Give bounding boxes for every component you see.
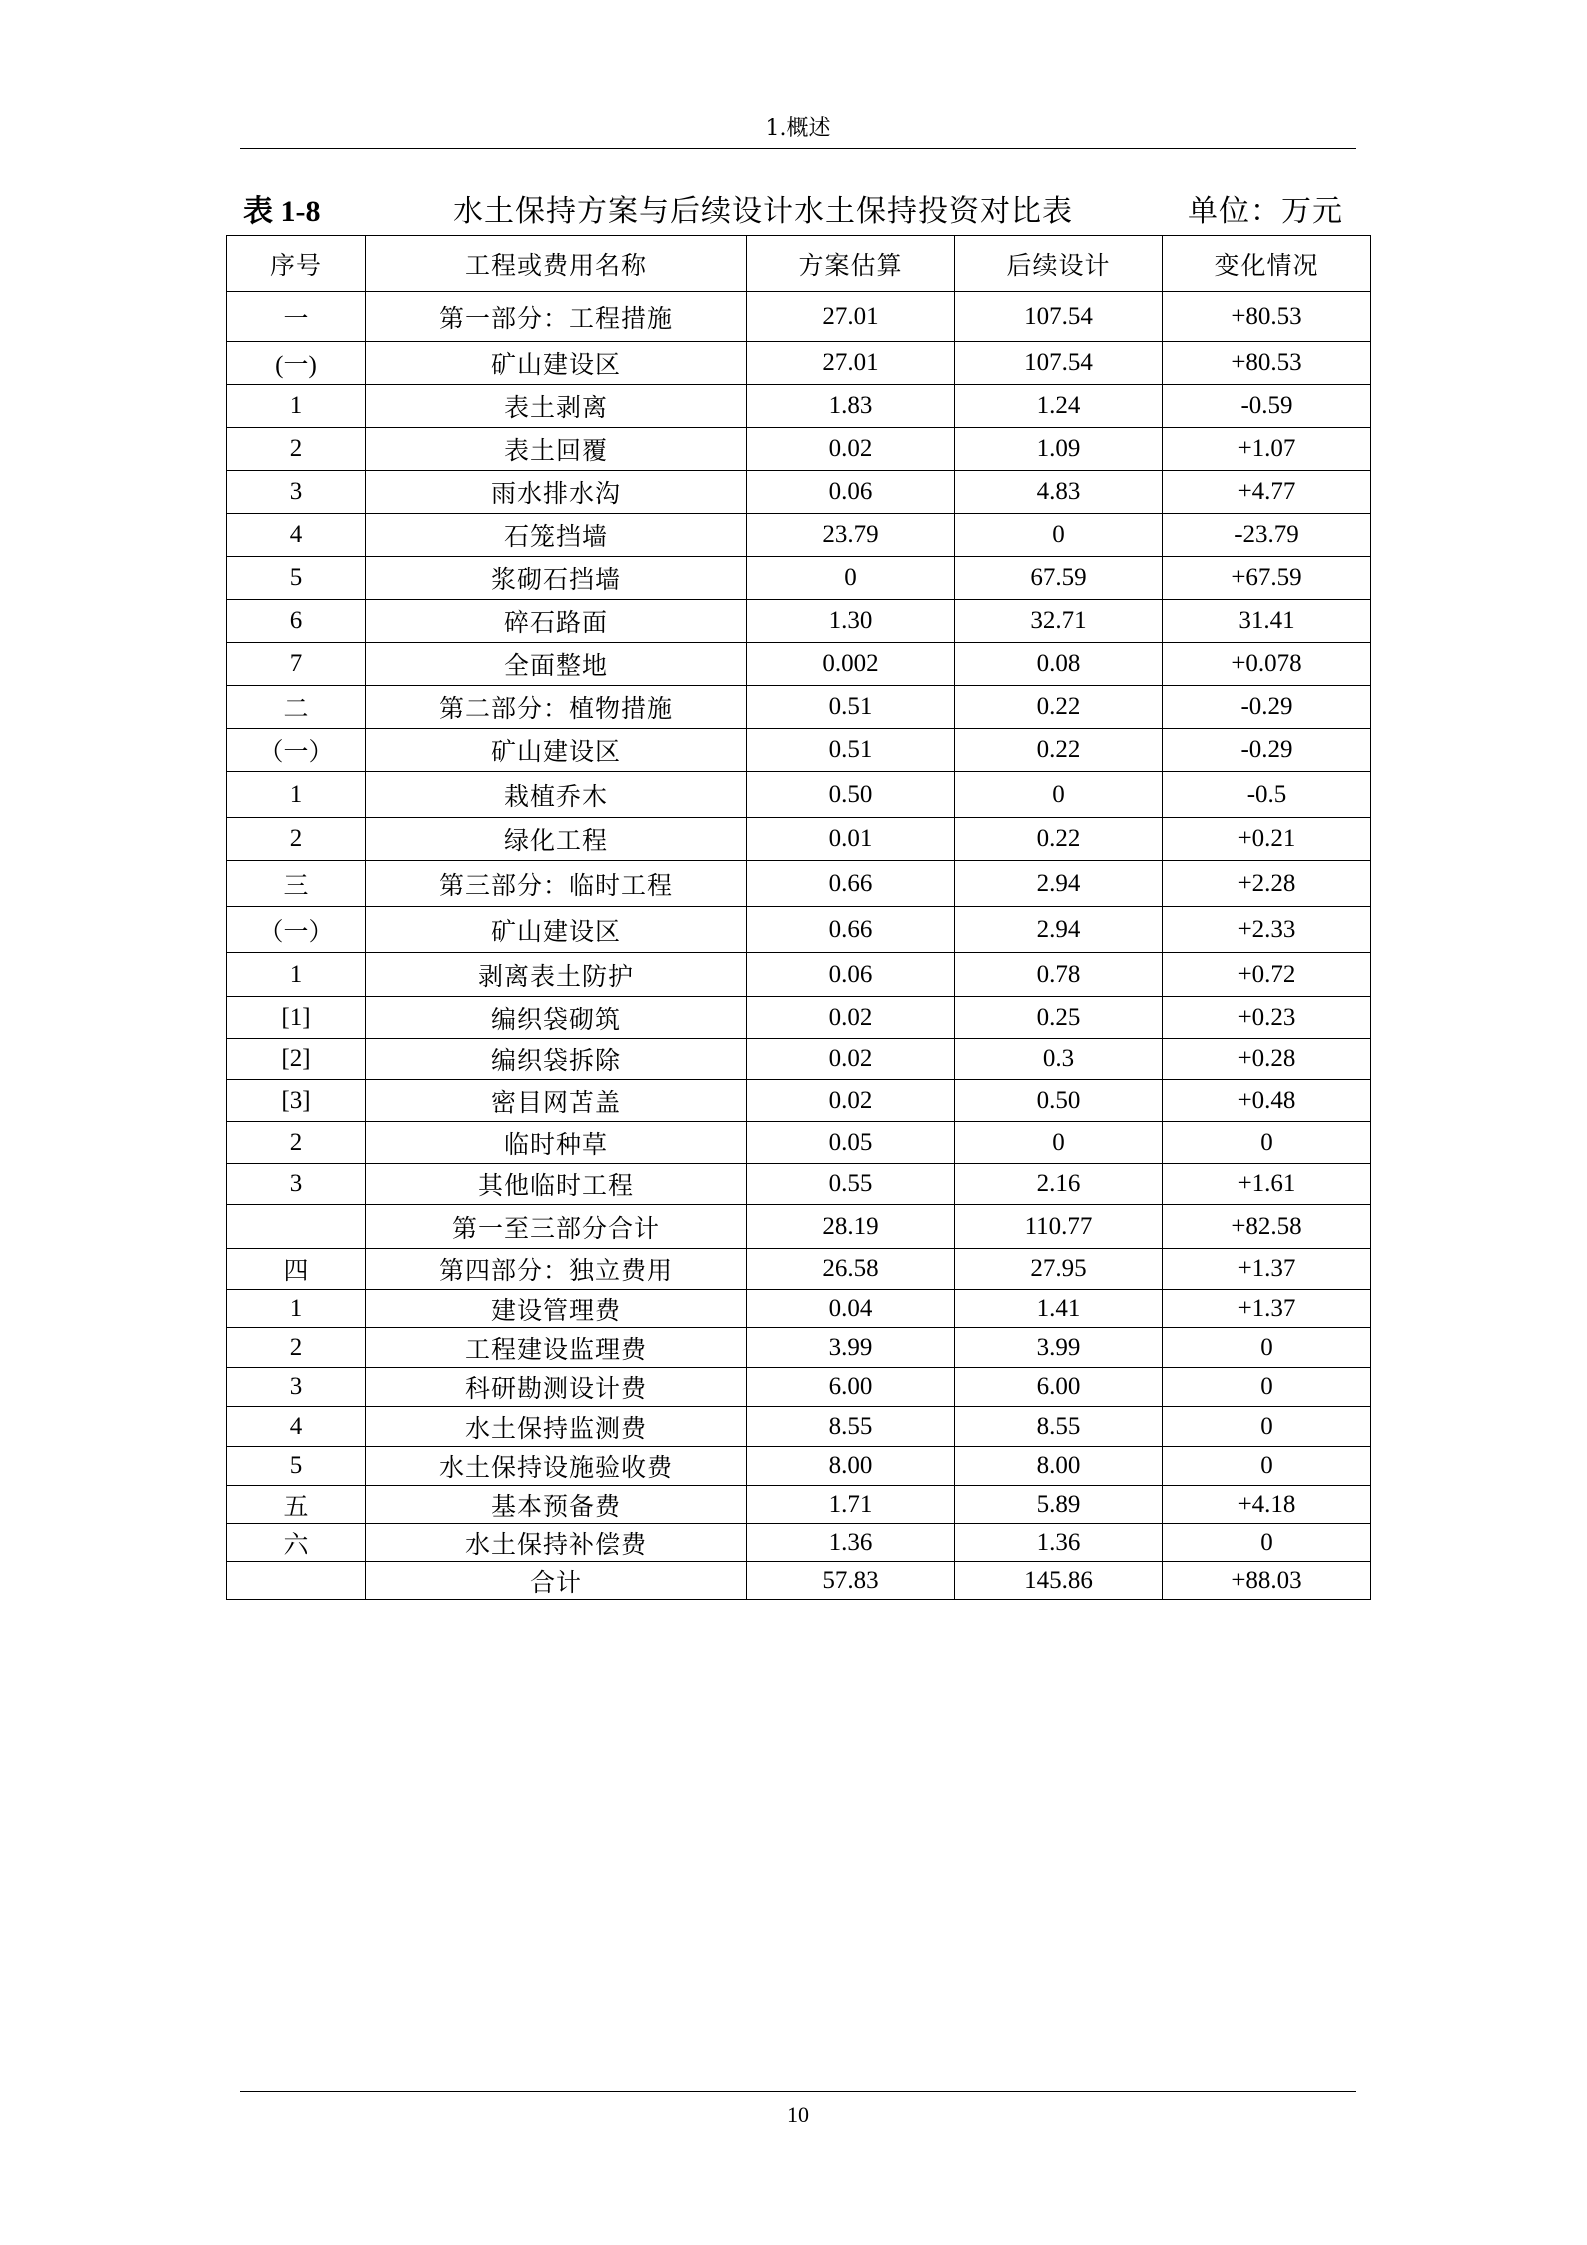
- cell-followup-design: 0.22: [955, 818, 1163, 861]
- table-row: [227, 1447, 1371, 1486]
- cell-name: 水土保持补偿费: [366, 1524, 747, 1562]
- table-row: [227, 1164, 1371, 1205]
- cell-plan-estimate: 8.55: [747, 1407, 955, 1447]
- col-header-followup-design: 后续设计: [955, 236, 1163, 292]
- cell-plan-estimate: 0.002: [747, 643, 955, 686]
- cell-followup-design: 0: [955, 1122, 1163, 1164]
- cell-plan-estimate: 1.30: [747, 600, 955, 643]
- cell-change: +2.28: [1163, 861, 1371, 907]
- cell-seq: 4: [227, 1407, 366, 1447]
- cell-change: +2.33: [1163, 907, 1371, 953]
- footer-rule: [240, 2091, 1356, 2092]
- table-title: 水土保持方案与后续设计水土保持投资对比表: [453, 194, 1073, 229]
- cell-change: +88.03: [1163, 1562, 1371, 1600]
- cell-seq: 1: [227, 1290, 366, 1328]
- cell-seq: 1: [227, 953, 366, 997]
- cell-change: +1.61: [1163, 1164, 1371, 1205]
- cell-plan-estimate: 0.66: [747, 861, 955, 907]
- cell-change: 31.41: [1163, 600, 1371, 643]
- cell-name: 第二部分：植物措施: [366, 686, 747, 729]
- cell-seq: 7: [227, 643, 366, 686]
- cell-followup-design: 8.00: [955, 1447, 1163, 1486]
- cell-seq: 5: [227, 1447, 366, 1486]
- cell-seq: （一）: [227, 729, 366, 772]
- cell-change: +1.07: [1163, 428, 1371, 471]
- cell-followup-design: 107.54: [955, 342, 1163, 385]
- cell-followup-design: 2.94: [955, 907, 1163, 953]
- table-row: [227, 1562, 1371, 1600]
- cell-followup-design: 0.50: [955, 1080, 1163, 1122]
- cell-followup-design: 32.71: [955, 600, 1163, 643]
- cell-name: 石笼挡墙: [366, 514, 747, 557]
- cell-seq: 4: [227, 514, 366, 557]
- cell-followup-design: 107.54: [955, 292, 1163, 342]
- cell-followup-design: 0.08: [955, 643, 1163, 686]
- cell-followup-design: 2.16: [955, 1164, 1163, 1205]
- cell-name: 剥离表土防护: [366, 953, 747, 997]
- table-row: [227, 1290, 1371, 1328]
- cell-plan-estimate: 0.01: [747, 818, 955, 861]
- cell-plan-estimate: 23.79: [747, 514, 955, 557]
- cell-name: 雨水排水沟: [366, 471, 747, 514]
- cell-followup-design: 27.95: [955, 1249, 1163, 1290]
- cell-change: -0.29: [1163, 686, 1371, 729]
- cell-followup-design: 1.41: [955, 1290, 1163, 1328]
- cell-change: +80.53: [1163, 342, 1371, 385]
- cell-name: 第三部分：临时工程: [366, 861, 747, 907]
- table-row: [227, 514, 1371, 557]
- cell-name: 编织袋拆除: [366, 1039, 747, 1080]
- cell-change: -23.79: [1163, 514, 1371, 557]
- cell-change: +1.37: [1163, 1249, 1371, 1290]
- cell-name: 栽植乔木: [366, 772, 747, 818]
- table-row: [227, 907, 1371, 953]
- table-row: [227, 953, 1371, 997]
- cell-change: 0: [1163, 1524, 1371, 1562]
- table-row: [227, 600, 1371, 643]
- table-row: [227, 385, 1371, 428]
- cell-plan-estimate: 0.06: [747, 471, 955, 514]
- cell-change: +0.72: [1163, 953, 1371, 997]
- cell-plan-estimate: 0.02: [747, 1039, 955, 1080]
- cell-name: 编织袋砌筑: [366, 997, 747, 1039]
- table-row: [227, 1486, 1371, 1524]
- cell-name: 第四部分：独立费用: [366, 1249, 747, 1290]
- cell-change: +0.48: [1163, 1080, 1371, 1122]
- cell-name: 绿化工程: [366, 818, 747, 861]
- cell-change: +4.18: [1163, 1486, 1371, 1524]
- header-rule: [240, 148, 1356, 149]
- cell-plan-estimate: 1.83: [747, 385, 955, 428]
- page-number: 10: [787, 2102, 809, 2127]
- cell-followup-design: 67.59: [955, 557, 1163, 600]
- cell-plan-estimate: 1.71: [747, 1486, 955, 1524]
- cell-name: 碎石路面: [366, 600, 747, 643]
- cell-name: 矿山建设区: [366, 729, 747, 772]
- table-row: [227, 1039, 1371, 1080]
- cell-change: -0.29: [1163, 729, 1371, 772]
- table-body: [227, 292, 1371, 1600]
- cell-plan-estimate: 3.99: [747, 1328, 955, 1368]
- cell-seq: 六: [227, 1524, 366, 1562]
- cell-followup-design: 0: [955, 772, 1163, 818]
- table-row: [227, 686, 1371, 729]
- cell-followup-design: 0.78: [955, 953, 1163, 997]
- cell-change: +1.37: [1163, 1290, 1371, 1328]
- table-row: [227, 1407, 1371, 1447]
- cell-change: 0: [1163, 1122, 1371, 1164]
- cell-name: 水土保持监测费: [366, 1407, 747, 1447]
- cell-followup-design: 2.94: [955, 861, 1163, 907]
- table-row: [227, 292, 1371, 342]
- cell-plan-estimate: 28.19: [747, 1205, 955, 1249]
- cell-plan-estimate: 27.01: [747, 292, 955, 342]
- cell-followup-design: 0.25: [955, 997, 1163, 1039]
- cell-plan-estimate: 6.00: [747, 1368, 955, 1407]
- cell-seq: 三: [227, 861, 366, 907]
- table-row: [227, 643, 1371, 686]
- cell-followup-design: 0.22: [955, 686, 1163, 729]
- cell-seq: 3: [227, 471, 366, 514]
- cell-seq: 3: [227, 1368, 366, 1407]
- cell-name: 建设管理费: [366, 1290, 747, 1328]
- col-header-change: 变化情况: [1163, 236, 1371, 292]
- cell-seq: 五: [227, 1486, 366, 1524]
- cell-seq: [227, 1205, 366, 1249]
- cell-followup-design: 6.00: [955, 1368, 1163, 1407]
- table-unit: 单位：万元: [1188, 194, 1343, 229]
- running-header: 1.概述: [765, 116, 831, 141]
- cell-name: 工程建设监理费: [366, 1328, 747, 1368]
- table-row: [227, 1080, 1371, 1122]
- cell-name: 临时种草: [366, 1122, 747, 1164]
- cell-name: 表土剥离: [366, 385, 747, 428]
- cell-seq: [227, 1562, 366, 1600]
- cell-seq: 2: [227, 1122, 366, 1164]
- table-row: [227, 1122, 1371, 1164]
- cell-plan-estimate: 0.02: [747, 1080, 955, 1122]
- cell-name: 科研勘测设计费: [366, 1368, 747, 1407]
- cell-followup-design: 0: [955, 514, 1163, 557]
- cell-name: 浆砌石挡墙: [366, 557, 747, 600]
- cell-seq: 2: [227, 818, 366, 861]
- cell-change: 0: [1163, 1368, 1371, 1407]
- cell-name: 表土回覆: [366, 428, 747, 471]
- cell-followup-design: 110.77: [955, 1205, 1163, 1249]
- cell-plan-estimate: 0.50: [747, 772, 955, 818]
- table-row: [227, 1328, 1371, 1368]
- table-row: [227, 342, 1371, 385]
- cell-plan-estimate: 0.66: [747, 907, 955, 953]
- table-row: [227, 861, 1371, 907]
- cell-followup-design: 1.36: [955, 1524, 1163, 1562]
- cell-seq: 2: [227, 1328, 366, 1368]
- cell-seq: （一）: [227, 907, 366, 953]
- table-row: [227, 471, 1371, 514]
- table-row: [227, 428, 1371, 471]
- cell-plan-estimate: 0.02: [747, 428, 955, 471]
- cell-change: +0.23: [1163, 997, 1371, 1039]
- cell-seq: 6: [227, 600, 366, 643]
- table-row: [227, 1205, 1371, 1249]
- table-row: [227, 997, 1371, 1039]
- cell-plan-estimate: 0.02: [747, 997, 955, 1039]
- cell-name: 合计: [366, 1562, 747, 1600]
- cell-name: 全面整地: [366, 643, 747, 686]
- cell-change: 0: [1163, 1328, 1371, 1368]
- cell-change: +67.59: [1163, 557, 1371, 600]
- table-row: [227, 818, 1371, 861]
- cell-seq: 四: [227, 1249, 366, 1290]
- col-header-plan-estimate: 方案估算: [747, 236, 955, 292]
- table-row: [227, 557, 1371, 600]
- cell-plan-estimate: 0.51: [747, 729, 955, 772]
- table-row: [227, 1524, 1371, 1562]
- cell-change: +0.28: [1163, 1039, 1371, 1080]
- cell-name: 矿山建设区: [366, 342, 747, 385]
- cell-plan-estimate: 0.51: [747, 686, 955, 729]
- cell-plan-estimate: 8.00: [747, 1447, 955, 1486]
- cell-change: 0: [1163, 1447, 1371, 1486]
- cell-seq: 二: [227, 686, 366, 729]
- cell-followup-design: 0.22: [955, 729, 1163, 772]
- cell-name: 第一至三部分合计: [366, 1205, 747, 1249]
- cell-followup-design: 145.86: [955, 1562, 1163, 1600]
- cell-seq: 一: [227, 292, 366, 342]
- cell-name: 第一部分：工程措施: [366, 292, 747, 342]
- investment-comparison-table: [226, 235, 1371, 1600]
- cell-plan-estimate: 0.05: [747, 1122, 955, 1164]
- table-header-row: [227, 236, 1371, 292]
- cell-plan-estimate: 1.36: [747, 1524, 955, 1562]
- cell-change: +0.21: [1163, 818, 1371, 861]
- table-number: 表 1-8: [243, 195, 321, 228]
- table-caption: [243, 190, 1343, 234]
- cell-seq: 1: [227, 385, 366, 428]
- cell-change: +0.078: [1163, 643, 1371, 686]
- table-row: [227, 1368, 1371, 1407]
- cell-seq: [2]: [227, 1039, 366, 1080]
- cell-followup-design: 3.99: [955, 1328, 1163, 1368]
- cell-plan-estimate: 0.06: [747, 953, 955, 997]
- cell-plan-estimate: 57.83: [747, 1562, 955, 1600]
- cell-seq: 2: [227, 428, 366, 471]
- col-header-seq: 序号: [227, 236, 366, 292]
- cell-name: 其他临时工程: [366, 1164, 747, 1205]
- cell-plan-estimate: 27.01: [747, 342, 955, 385]
- cell-followup-design: 0.3: [955, 1039, 1163, 1080]
- table-row: [227, 1249, 1371, 1290]
- cell-change: +4.77: [1163, 471, 1371, 514]
- cell-seq: [1]: [227, 997, 366, 1039]
- table-row: [227, 772, 1371, 818]
- cell-name: 密目网苫盖: [366, 1080, 747, 1122]
- cell-followup-design: 5.89: [955, 1486, 1163, 1524]
- cell-name: 矿山建设区: [366, 907, 747, 953]
- cell-change: -0.5: [1163, 772, 1371, 818]
- cell-plan-estimate: 0: [747, 557, 955, 600]
- cell-change: 0: [1163, 1407, 1371, 1447]
- cell-followup-design: 1.09: [955, 428, 1163, 471]
- cell-seq: 3: [227, 1164, 366, 1205]
- cell-plan-estimate: 0.04: [747, 1290, 955, 1328]
- cell-change: +82.58: [1163, 1205, 1371, 1249]
- cell-name: 水土保持设施验收费: [366, 1447, 747, 1486]
- cell-seq: [3]: [227, 1080, 366, 1122]
- cell-change: -0.59: [1163, 385, 1371, 428]
- cell-followup-design: 8.55: [955, 1407, 1163, 1447]
- cell-plan-estimate: 0.55: [747, 1164, 955, 1205]
- cell-seq: 1: [227, 772, 366, 818]
- col-header-name: 工程或费用名称: [366, 236, 747, 292]
- cell-seq: (一): [227, 342, 366, 385]
- table-row: [227, 729, 1371, 772]
- cell-followup-design: 4.83: [955, 471, 1163, 514]
- cell-change: +80.53: [1163, 292, 1371, 342]
- cell-name: 基本预备费: [366, 1486, 747, 1524]
- cell-seq: 5: [227, 557, 366, 600]
- cell-plan-estimate: 26.58: [747, 1249, 955, 1290]
- cell-followup-design: 1.24: [955, 385, 1163, 428]
